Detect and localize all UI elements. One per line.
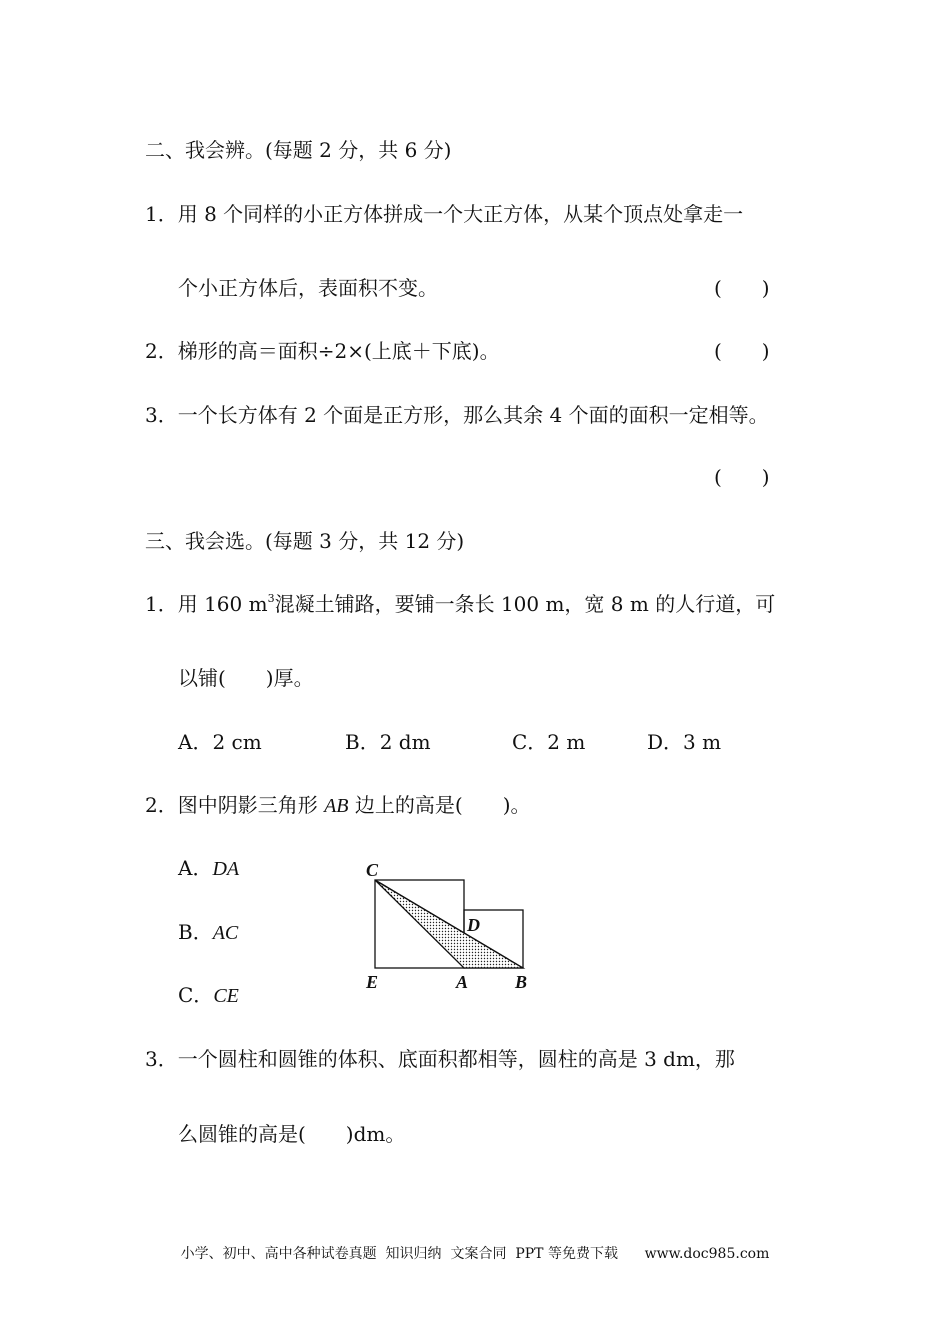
s3-q2-option-c[interactable]: C．CE <box>178 983 239 1007</box>
label-c: C <box>366 860 379 880</box>
footer-url[interactable]: www.doc985.com <box>644 1246 770 1262</box>
s2-q1-line1: 1．用 8 个同样的小正方体拼成一个大正方体，从某个顶点处拿走一 <box>145 202 744 226</box>
section3-title: 三、我会选。(每题 3 分，共 12 分) <box>145 529 465 553</box>
cubic-superscript: 3 <box>267 592 275 605</box>
s3-q2-option-a[interactable]: A．DA <box>178 856 240 880</box>
label-a: A <box>456 972 469 992</box>
s2-q3-answer-blank[interactable]: ( ) <box>714 465 770 489</box>
s2-q2: 2．梯形的高＝面积÷2×(上底＋下底)。 <box>145 339 500 363</box>
s2-q2-answer-blank[interactable]: ( ) <box>714 339 770 363</box>
s3-q1-option-c[interactable]: C．2 m <box>512 730 586 754</box>
s3-q1-line2: 以铺( )厚。 <box>178 666 314 690</box>
s3-q1-line1: 1．用 160 $m^3$混凝土铺路，要铺一条长 100 m，宽 8 m 的人行道，可 <box>145 592 776 616</box>
footer-text: 小学、初中、高中各种试卷真题 知识归纳 文案合同 PPT 等免费下载 <box>180 1246 618 1262</box>
s2-q3: 3．一个长方体有 2 个面是正方形，那么其余 4 个面的面积一定相等。 <box>145 403 769 427</box>
label-b: B <box>515 972 528 992</box>
s3-q1-option-a[interactable]: A．2 cm <box>178 730 262 754</box>
s2-q1-answer-blank[interactable]: ( ) <box>714 276 770 300</box>
s3-q1-option-b[interactable]: B．2 dm <box>345 730 431 754</box>
geometry-figure <box>355 852 545 997</box>
s3-q3-line1: 3．一个圆柱和圆锥的体积、底面积都相等，圆柱的高是 3 dm，那 <box>145 1047 735 1071</box>
label-e: E <box>366 972 379 992</box>
s2-q1-line2: 个小正方体后，表面积不变。 <box>178 276 438 300</box>
s3-q2-option-b[interactable]: B．AC <box>178 920 239 944</box>
s3-q1-option-d[interactable]: D．3 m <box>647 730 722 754</box>
s3-q2: 2．图中阴影三角形 AB 边上的高是( )。 <box>145 793 531 817</box>
label-d: D <box>467 915 480 935</box>
page-footer <box>0 1243 950 1263</box>
section2-title: 二、我会辨。(每题 2 分，共 6 分) <box>145 138 452 162</box>
s3-q3-line2: 么圆锥的高是( )dm。 <box>178 1122 406 1146</box>
